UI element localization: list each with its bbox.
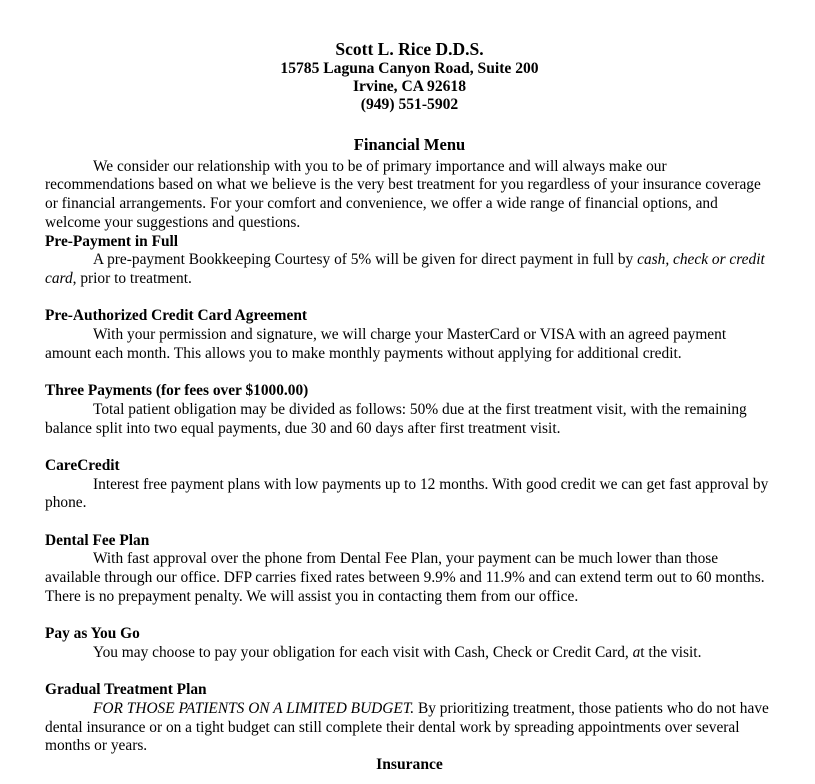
section-pre-authorized-credit-card — [45, 307, 774, 363]
section-italic-text: a — [632, 643, 641, 661]
section-paragraph-gradual-treatment — [45, 700, 774, 756]
section-heading-pay-as-you-go: Pay as You Go — [45, 625, 140, 643]
section-heading-pre-payment: Pre-Payment in Full — [45, 232, 179, 250]
section-carecredit — [45, 457, 774, 513]
letterhead — [45, 38, 774, 114]
section-text: You may choose to pay your obligation for each visit with Cash, Check or Credit Card, — [93, 643, 633, 661]
section-text: With fast approval over the phone from Dental Fee Plan, your payment can be much lower than those available through our office. DFP carries fixed rates between 9.9% and 11.9% and can extend term out to 60 months. There is no prepayment penalty. We will assist you in contacting them from our office. — [45, 550, 765, 605]
document-title: Financial Menu — [353, 135, 466, 154]
address-line-1: 15785 Laguna Canyon Road, Suite 200 — [280, 60, 539, 77]
section-pre-payment-in-full — [45, 233, 774, 289]
section-text: Total patient obligation may be divided as follows: 50% due at the first treatment visit, with the remaining balance split into two equal payments, due 30 and 60 days after first treatment visit. — [45, 400, 747, 437]
intro-paragraph: We consider our relationship with you to be of primary importance and will always make our recommendations based on what we believe is the very best treatment for you regardless of your insurance coverage or financial arrangements. For your comfort and convenience, we offer a wide range of financial options, and welcome your suggestions and questions. — [45, 157, 761, 231]
section-heading-pre-authorized: Pre-Authorized Credit Card Agreement — [45, 307, 308, 325]
section-paragraph-pre-payment — [45, 251, 774, 288]
section-pay-as-you-go — [45, 625, 774, 662]
section-italic-lead: FOR THOSE PATIENTS ON A LIMITED BUDGET. — [93, 700, 415, 717]
phone-number: (949) 551-5902 — [360, 96, 459, 113]
practice-name: Scott L. Rice D.D.S. — [335, 39, 484, 59]
section-text: A pre-payment Bookkeeping Courtesy of 5% will be given for direct payment in full by — [93, 251, 638, 269]
section-gradual-treatment-plan — [45, 681, 774, 756]
section-heading-three-payments: Three Payments (for fees over $1000.00) — [45, 382, 309, 400]
section-italic-text: cash, check or credit card — [45, 251, 765, 287]
section-text-after: t the visit. — [640, 643, 702, 661]
section-text: With your permission and signature, we will charge your MasterCard or VISA with an agreed payment amount each month. This allows you to make monthly payments without applying for additional credit. — [45, 326, 727, 362]
section-dental-fee-plan — [45, 532, 774, 607]
section-three-payments — [45, 382, 774, 438]
section-heading-gradual-treatment: Gradual Treatment Plan — [45, 681, 207, 699]
section-paragraph-carecredit — [45, 476, 774, 513]
insurance-heading: Insurance — [376, 756, 443, 774]
section-heading-dental-fee-plan: Dental Fee Plan — [45, 531, 150, 549]
section-paragraph-pay-as-you-go — [45, 644, 774, 663]
section-heading-carecredit: CareCredit — [45, 456, 120, 474]
address-line-2: Irvine, CA 92618 — [352, 78, 467, 95]
section-text-after: By prioritizing treatment, those patients who do not have dental insurance or on a tight budget can still complete their dental work by spreading appointments over several months or years. — [45, 700, 769, 755]
section-paragraph-dental-fee-plan — [45, 550, 774, 606]
section-paragraph-three-payments — [45, 401, 774, 438]
section-text-after: , prior to treatment. — [72, 269, 192, 287]
section-text: Interest free payment plans with low payments up to 12 months. With good credit we can get fast approval by phone. — [45, 475, 769, 512]
section-paragraph-pre-authorized — [45, 326, 774, 363]
